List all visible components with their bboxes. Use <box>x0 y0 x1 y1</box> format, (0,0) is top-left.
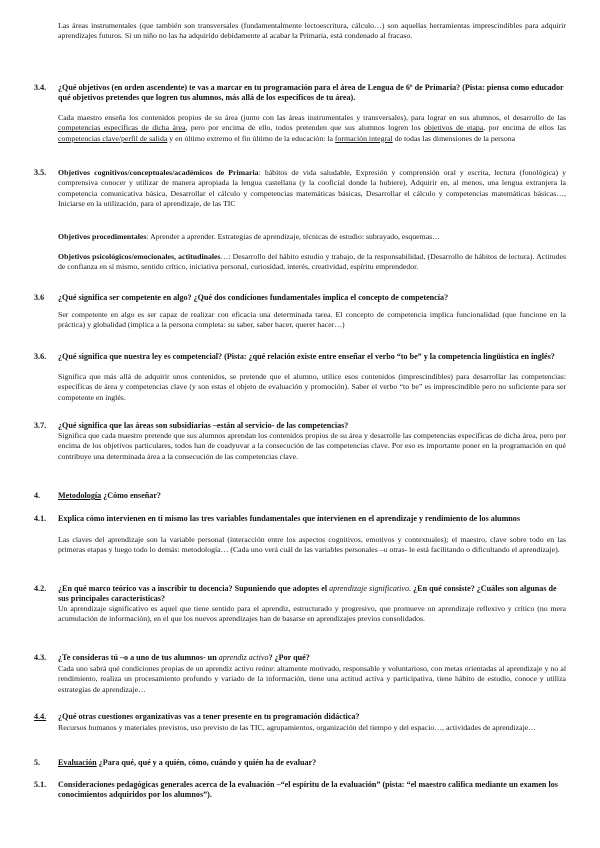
section-5-1-number: 5.1. <box>34 780 47 789</box>
section-3-6b-question: ¿Qué significa que nuestra ley es competencial? (Pista: ¿qué relación existe entre enseñar el verbo “to be” y la competencia lingüística en inglés? <box>58 352 555 361</box>
s43-q1: ¿Te consideras tú –o a uno de tus alumnos- un <box>58 653 217 662</box>
section-4-1-number: 4.1. <box>34 514 47 523</box>
section-4-4-answer: Recursos humanos y materiales previstos, uso previsto de las TIC, agrupamientos, organización del tiempo y del espacio…, actividades de aprendizaje… <box>58 723 537 732</box>
section-3-6b-number: 3.6. <box>34 352 47 361</box>
section-4-3-answer: Cada uno sabrá qué condiciones propias de un aprendiz activo reúne: altamente motivado, responsable y voluntarioso, con metas orientadas al aprendizaje y no al rendimiento, realiza un procesamiento profundo y variado de la información, tiene una actitud activa y participativa, tiene hábito de estudio, conoce y utiliza estrategias de aprendizaje… <box>58 664 566 694</box>
section-4-1-question: Explica cómo intervienen en ti mismo las tres variables fundamentales que intervienen en el aprendizaje y rendimiento de los alumnos <box>58 514 521 523</box>
section-3-7-question: ¿Qué significa que las áreas son subsidiarias –están al servicio- de las competencias? <box>58 421 349 430</box>
s35-title-cognitivos: Objetivos cognitivos/conceptuales/académicos de Primaria <box>58 168 259 177</box>
s35-text-cognitivos: : hábitos de vida saludable, Expresión y comprensión oral y escrita, lectura (fonológica) y comprensiva conocer y utilizar de manera apropiada la lengua castellana (y la cooficial donde la hubiere), Adquirir en, al menos, una lengua extranjera la competencia comunicativa básica, Desarrollar el cálculo y competencias matemáticas básicas, Desarrollar el cálculo y competencias matemáticas básicas…, Iniciarse en la utilización, para el aprendizaje, de las TIC <box>58 168 567 209</box>
s34-link-formacion-integral: formación integral <box>334 133 393 143</box>
section-4-4-number: 4.4. <box>34 712 47 721</box>
section-4-3-question <box>58 653 566 663</box>
section-5-1-question: Consideraciones pedagógicas generales acerca de la evaluación –“el espíritu de la evaluación” (pista: “el maestro califica mediante un examen los conocimientos adquiridos por los alumnos”). <box>58 780 558 800</box>
section-4-3-number: 4.3. <box>34 653 47 662</box>
s35-text-actitudinales: …: Desarrollo del hábito estudio y trabajo, de la responsabilidad, (Desarrollo de hábitos de lectura). Actitudes de confianza en sí mismo, sentido crítico, iniciativa personal, curiosidad, interés, creatividad, espíritu emprendedor. <box>58 252 566 272</box>
s35-title-procedimentales: Objetivos procedimentales <box>58 232 147 241</box>
s34-link-competencias-clave: competencias clave/perfil de salida <box>58 133 168 143</box>
s35-text-procedimentales: : Aprender a aprender. Estrategias de aprendizaje, técnicas de estudio: subrayado, esquemas… <box>146 232 441 241</box>
section-3-7-answer: Significa que cada maestro pretende que sus alumnos aprendan los contenidos propios de su área y desarrolle las competencias específicas de dicha área, pero por encima de los objetivos particulares, todos han de coadyuvar a la consecución de las competencias clave. Por eso es importante poner en la programación en qué contribuye una determinada área a la consecución de las competencias clave. <box>58 431 566 461</box>
section-5-number: 5. <box>34 758 41 767</box>
s34-a3: , por encima de ellos las <box>483 123 566 133</box>
section-3-6b-answer: Significa que más allá de adquirir unos contenidos, se pretende que el alumno, utilice esos contenidos (imprescindibles) para desarrollar las competencias: específicas de área y competencias clave (y son estas el objeto de evaluación y promoción). Saber el verbo “to be” es imprescindible pero no suficiente para ser competente en inglés. <box>58 372 566 402</box>
s34-a2: , pero por encima de ello, todos pretenden que sus alumnos logren los <box>185 123 421 133</box>
section-3-6-number: 3.6 <box>34 293 45 302</box>
s35-title-actitudinales: Objetivos psicológicos/emocionales, actitudinales <box>58 252 221 261</box>
section-4-2-question <box>58 584 566 605</box>
section-3-4-number: 3.4. <box>34 83 47 92</box>
s34-a1: Cada maestro enseña los contenidos propios de su área (junto con las áreas instrumentales y transversales), para lograr en sus alumnos, el desarrollo de las <box>58 113 566 122</box>
section-5-question: ¿Para qué, qué y a quién, cómo, cuándo y quién ha de evaluar? <box>98 758 317 767</box>
s42-q-italic: aprendizaje significativo. <box>329 584 412 593</box>
section-3-6-answer: Ser competente en algo es ser capaz de realizar con eficacia una determinada tarea. El concepto de competencia implica funcionalidad (que funcione en la práctica) y globalidad (implica a la persona completa: su saber, saber hacer, querer hacer…) <box>58 310 566 330</box>
section-3-5-cognitivos <box>58 168 566 210</box>
s34-a4: y en último extremo el fin último de la educación: la <box>169 133 333 143</box>
section-3-5-actitudinales <box>58 252 566 273</box>
section-4-2-number: 4.2. <box>34 584 47 593</box>
intro-paragraph: Las áreas instrumentales (que también son transversales (fundamentalmente lectoescritura, cálculo…) son aquellas herramientas imprescindibles para adquirir aprendizajes futuros. Si un niño no las ha adquirido debidamente al acabar la Primaria, está condenado al fracaso. <box>58 21 566 41</box>
section-4-4-question: ¿Qué otras cuestiones organizativas vas a tener presente en tu programación didáctica? <box>58 712 360 721</box>
s42-q2: ¿En qué consiste? ¿Cuáles son algunas de sus principales características? <box>58 584 557 604</box>
evaluacion-link: Evaluación <box>58 758 97 767</box>
s34-a5: de todas las dimensiones de la persona <box>394 133 516 143</box>
section-3-4-answer <box>58 113 566 144</box>
section-3-6-question: ¿Qué significa ser competente en algo? ¿Qué dos condiciones fundamentales implica el concepto de competencia? <box>58 293 449 302</box>
section-4-heading <box>58 491 566 501</box>
section-4-question: ¿Cómo enseñar? <box>103 491 161 500</box>
section-3-4-question: ¿Qué objetivos (en orden ascendente) te vas a marcar en tu programación para el área de Lengua de 6º de Primaria? (Pista: piensa como educador qué objetivos pretendes que logren tus alumnos, más allá de los específicos de tu área). <box>58 83 564 103</box>
section-3-5-number: 3.5. <box>34 168 47 177</box>
s34-link-objetivos-etapa: objetivos de etapa <box>424 123 484 133</box>
section-5-heading <box>58 758 566 768</box>
s43-q2: ? ¿Por qué? <box>268 653 310 662</box>
section-3-5-procedimentales <box>58 232 566 242</box>
section-4-number: 4. <box>34 491 41 500</box>
section-3-7-number: 3.7. <box>34 421 47 430</box>
section-4-1-answer: Las claves del aprendizaje son la variable personal (interacción entre los aspectos cognitivos, emotivos y contextuales); el maestro, clave sobre todo en las primeras etapas y luego todo lo demás: metodología… (Cada uno verá cuál de las variables personales –u otras- le está facilitando o dificultando el aprendizaje). <box>58 535 566 555</box>
s34-link-competencias-especificas: competencias específicas de dicha área <box>58 123 186 133</box>
section-4-2-answer: Un aprendizaje significativo es aquel que tiene sentido para el aprendiz, estructurado y progresivo, que promueve un aprendizaje reflexivo y crítico (no mera acumulación de información), en el que los nuevos aprendizajes han de basarse en aprendizajes previos consolidados. <box>58 604 566 624</box>
s42-q1: ¿En qué marco teórico vas a inscribir tu docencia? Supuniendo que adoptes el <box>58 584 328 593</box>
metodologia-link: Metodología <box>58 491 102 500</box>
s43-q-italic: aprendiz activo <box>218 653 269 662</box>
